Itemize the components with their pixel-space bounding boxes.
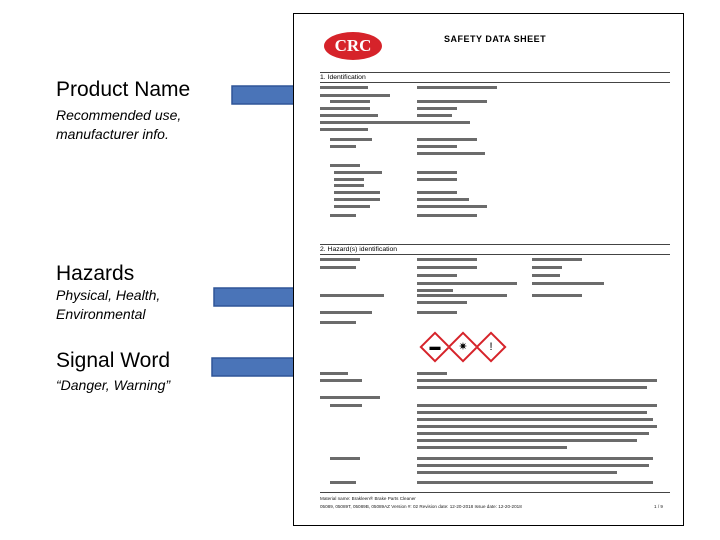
sheet-title: SAFETY DATA SHEET bbox=[444, 34, 547, 44]
section-1-heading: 1. Identification bbox=[320, 72, 670, 83]
footer-material-name: Material name: Brakleen® Brake Parts Cleaner bbox=[320, 496, 416, 501]
exclamation-pictogram-icon: ! bbox=[475, 331, 506, 362]
section-2-hazard-table bbox=[320, 257, 670, 347]
footer-page-number: 1 / 9 bbox=[654, 504, 663, 509]
signal-word-desc: “Danger, Warning” bbox=[56, 377, 171, 393]
gas-cylinder-pictogram-icon: ▬ bbox=[419, 331, 450, 362]
safety-data-sheet-page bbox=[293, 13, 684, 526]
product-name-desc-2: manufacturer info. bbox=[56, 126, 169, 142]
product-name-label: Product Name bbox=[56, 78, 191, 101]
section-1-text-block bbox=[320, 84, 670, 244]
health-hazard-pictogram-icon: ✷ bbox=[447, 331, 478, 362]
hazards-desc-1: Physical, Health, bbox=[56, 287, 161, 303]
section-2-statements-text bbox=[320, 369, 670, 487]
footer-rule bbox=[320, 492, 670, 493]
signal-word-label: Signal Word bbox=[56, 349, 171, 372]
product-name-desc-1: Recommended use, bbox=[56, 107, 182, 123]
crc-logo: CRC bbox=[324, 32, 382, 60]
footer-version-info: 05089, 05089T, 05089B, 05089AZ Version #: 02 Revision date: 12-20-2018 Issue date: 12-20-2018 bbox=[320, 504, 522, 509]
section-2-heading: 2. Hazard(s) identification bbox=[320, 244, 670, 255]
hazards-desc-2: Environmental bbox=[56, 306, 146, 322]
hazards-label: Hazards bbox=[56, 262, 135, 285]
